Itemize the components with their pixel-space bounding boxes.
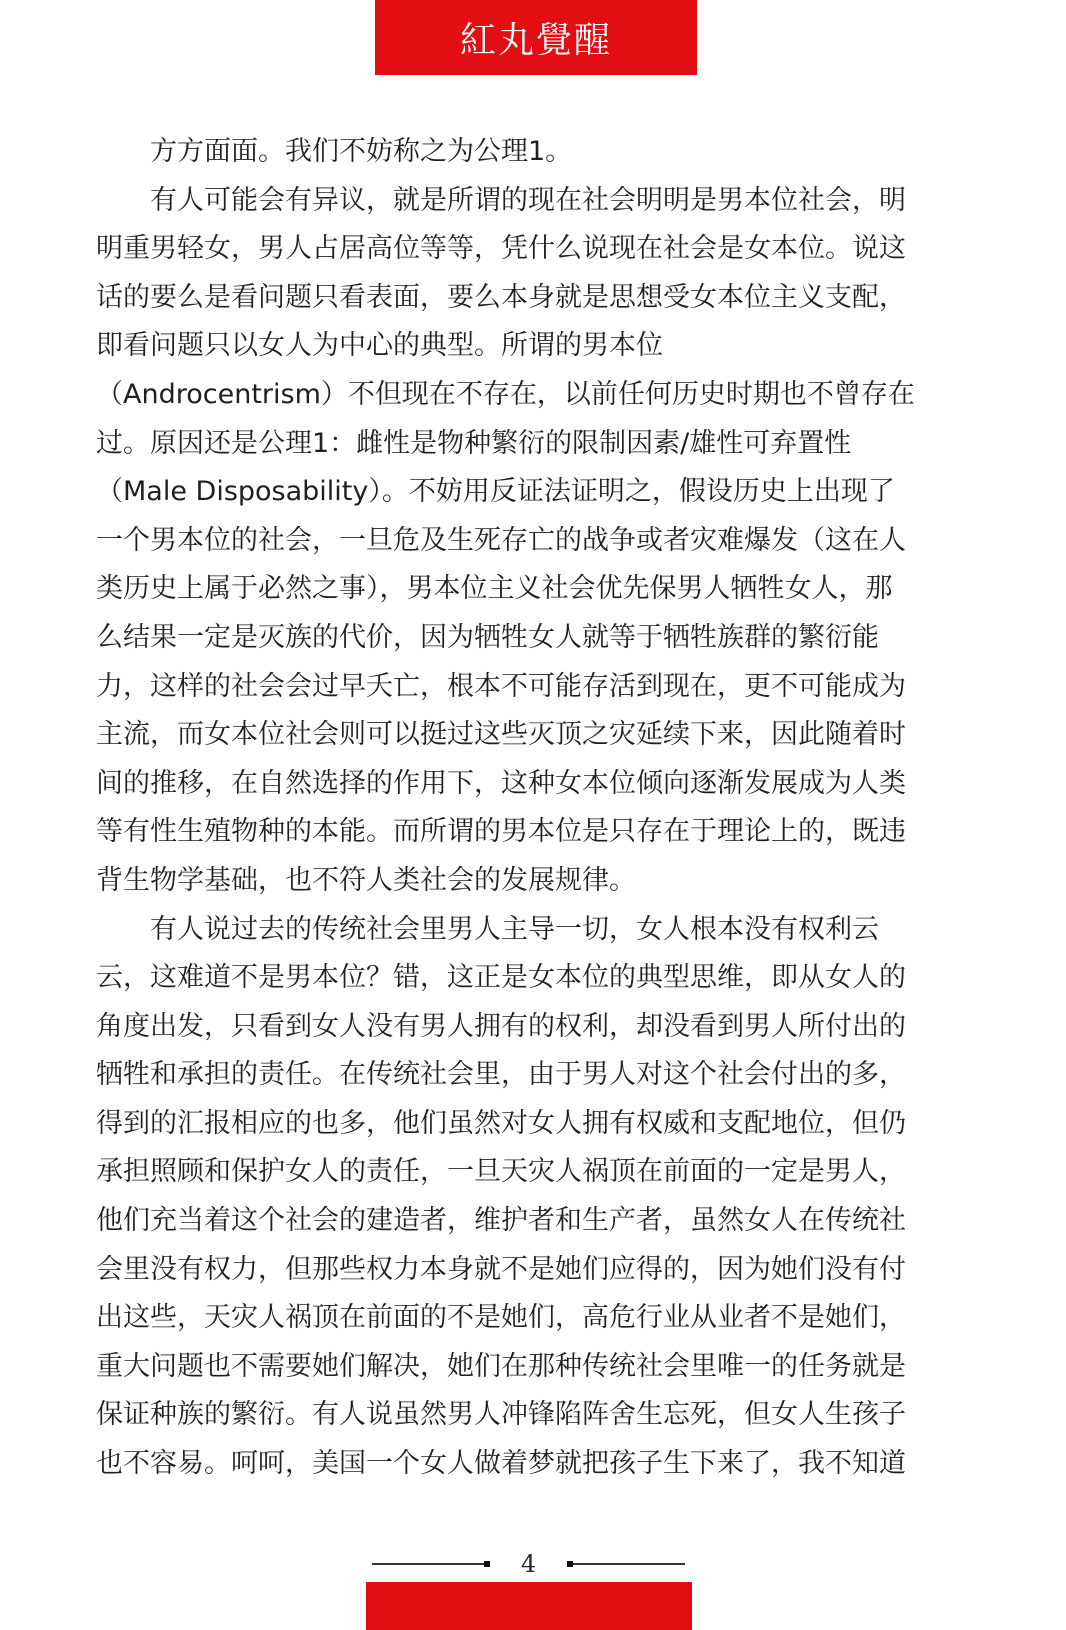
text-line: 等有性生殖物种的本能。而所谓的男本位是只存在于理论上的，既违 bbox=[96, 816, 906, 848]
text-line: 背生物学基础，也不符人类社会的发展规律。 bbox=[96, 864, 636, 896]
footer-banner bbox=[366, 1582, 692, 1630]
text-line: 方方面面。我们不妨称之为公理1。 bbox=[150, 136, 573, 167]
footer-rule-right bbox=[567, 1561, 685, 1567]
text-line: 即看问题只以女人为中心的典型。所谓的男本位 bbox=[96, 330, 663, 362]
book-title: 紅丸覺醒 bbox=[459, 20, 612, 61]
text-line: （Androcentrism）不但现在不存在，以前任何历史时期也不曾存在 bbox=[96, 378, 915, 410]
text-line: 间的推移，在自然选择的作用下，这种女本位倾向逐渐发展成为人类 bbox=[96, 767, 906, 799]
text-line: 类历史上属于必然之事），男本位主义社会优先保男人牺牲女人，那 bbox=[96, 573, 893, 605]
text-line: 主流，而女本位社会则可以挺过这些灭顶之灾延续下来，因此随着时 bbox=[96, 719, 906, 751]
text-line: 云，这难道不是男本位？错，这正是女本位的典型思维，即从女人的 bbox=[96, 962, 906, 994]
text-line: 明重男轻女，男人占居高位等等，凭什么说现在社会是女本位。说这 bbox=[96, 233, 906, 265]
text-line: （Male Disposability）。不妨用反证法证明之，假设历史上出现了 bbox=[96, 476, 895, 508]
text-line: 出这些，天灾人祸顶在前面的不是她们，高危行业从业者不是她们， bbox=[96, 1302, 906, 1334]
page-footer bbox=[372, 1544, 685, 1584]
text-line: 也不容易。呵呵，美国一个女人做着梦就把孩子生下来了，我不知道 bbox=[96, 1448, 906, 1480]
footer-rule-left bbox=[372, 1561, 490, 1567]
text-line: 话的要么是看问题只看表面，要么本身就是思想受女本位主义支配， bbox=[96, 281, 906, 313]
text-line: 会里没有权力，但那些权力本身就不是她们应得的，因为她们没有付 bbox=[96, 1253, 906, 1285]
text-line: 一个男本位的社会，一旦危及生死存亡的战争或者灾难爆发（这在人 bbox=[96, 524, 906, 556]
text-line: 牺牲和承担的责任。在传统社会里，由于男人对这个社会付出的多， bbox=[96, 1059, 906, 1091]
text-line: 有人说过去的传统社会里男人主导一切，女人根本没有权利云 bbox=[150, 913, 879, 945]
text-line: 么结果一定是灭族的代价，因为牺牲女人就等于牺牲族群的繁衍能 bbox=[96, 621, 879, 653]
text-line: 承担照顾和保护女人的责任，一旦天灾人祸顶在前面的一定是男人， bbox=[96, 1156, 906, 1188]
header-banner bbox=[375, 0, 697, 75]
text-line: 保证种族的繁衍。有人说虽然男人冲锋陷阵舍生忘死，但女人生孩子 bbox=[96, 1399, 906, 1431]
body-text bbox=[96, 128, 966, 1489]
text-line: 得到的汇报相应的也多，他们虽然对女人拥有权威和支配地位，但仍 bbox=[96, 1107, 906, 1139]
text-line: 角度出发，只看到女人没有男人拥有的权利，却没看到男人所付出的 bbox=[96, 1010, 906, 1042]
text-line: 过。原因还是公理1：雌性是物种繁衍的限制因素/雄性可弃置性 bbox=[96, 427, 852, 459]
page-number: 4 bbox=[520, 1550, 537, 1578]
text-line: 重大问题也不需要她们解决，她们在那种传统社会里唯一的任务就是 bbox=[96, 1350, 906, 1382]
text-line: 有人可能会有异议，就是所谓的现在社会明明是男本位社会，明 bbox=[150, 184, 906, 216]
text-line: 他们充当着这个社会的建造者，维护者和生产者，虽然女人在传统社 bbox=[96, 1205, 906, 1237]
text-line: 力，这样的社会会过早夭亡，根本不可能存活到现在，更不可能成为 bbox=[96, 670, 906, 702]
